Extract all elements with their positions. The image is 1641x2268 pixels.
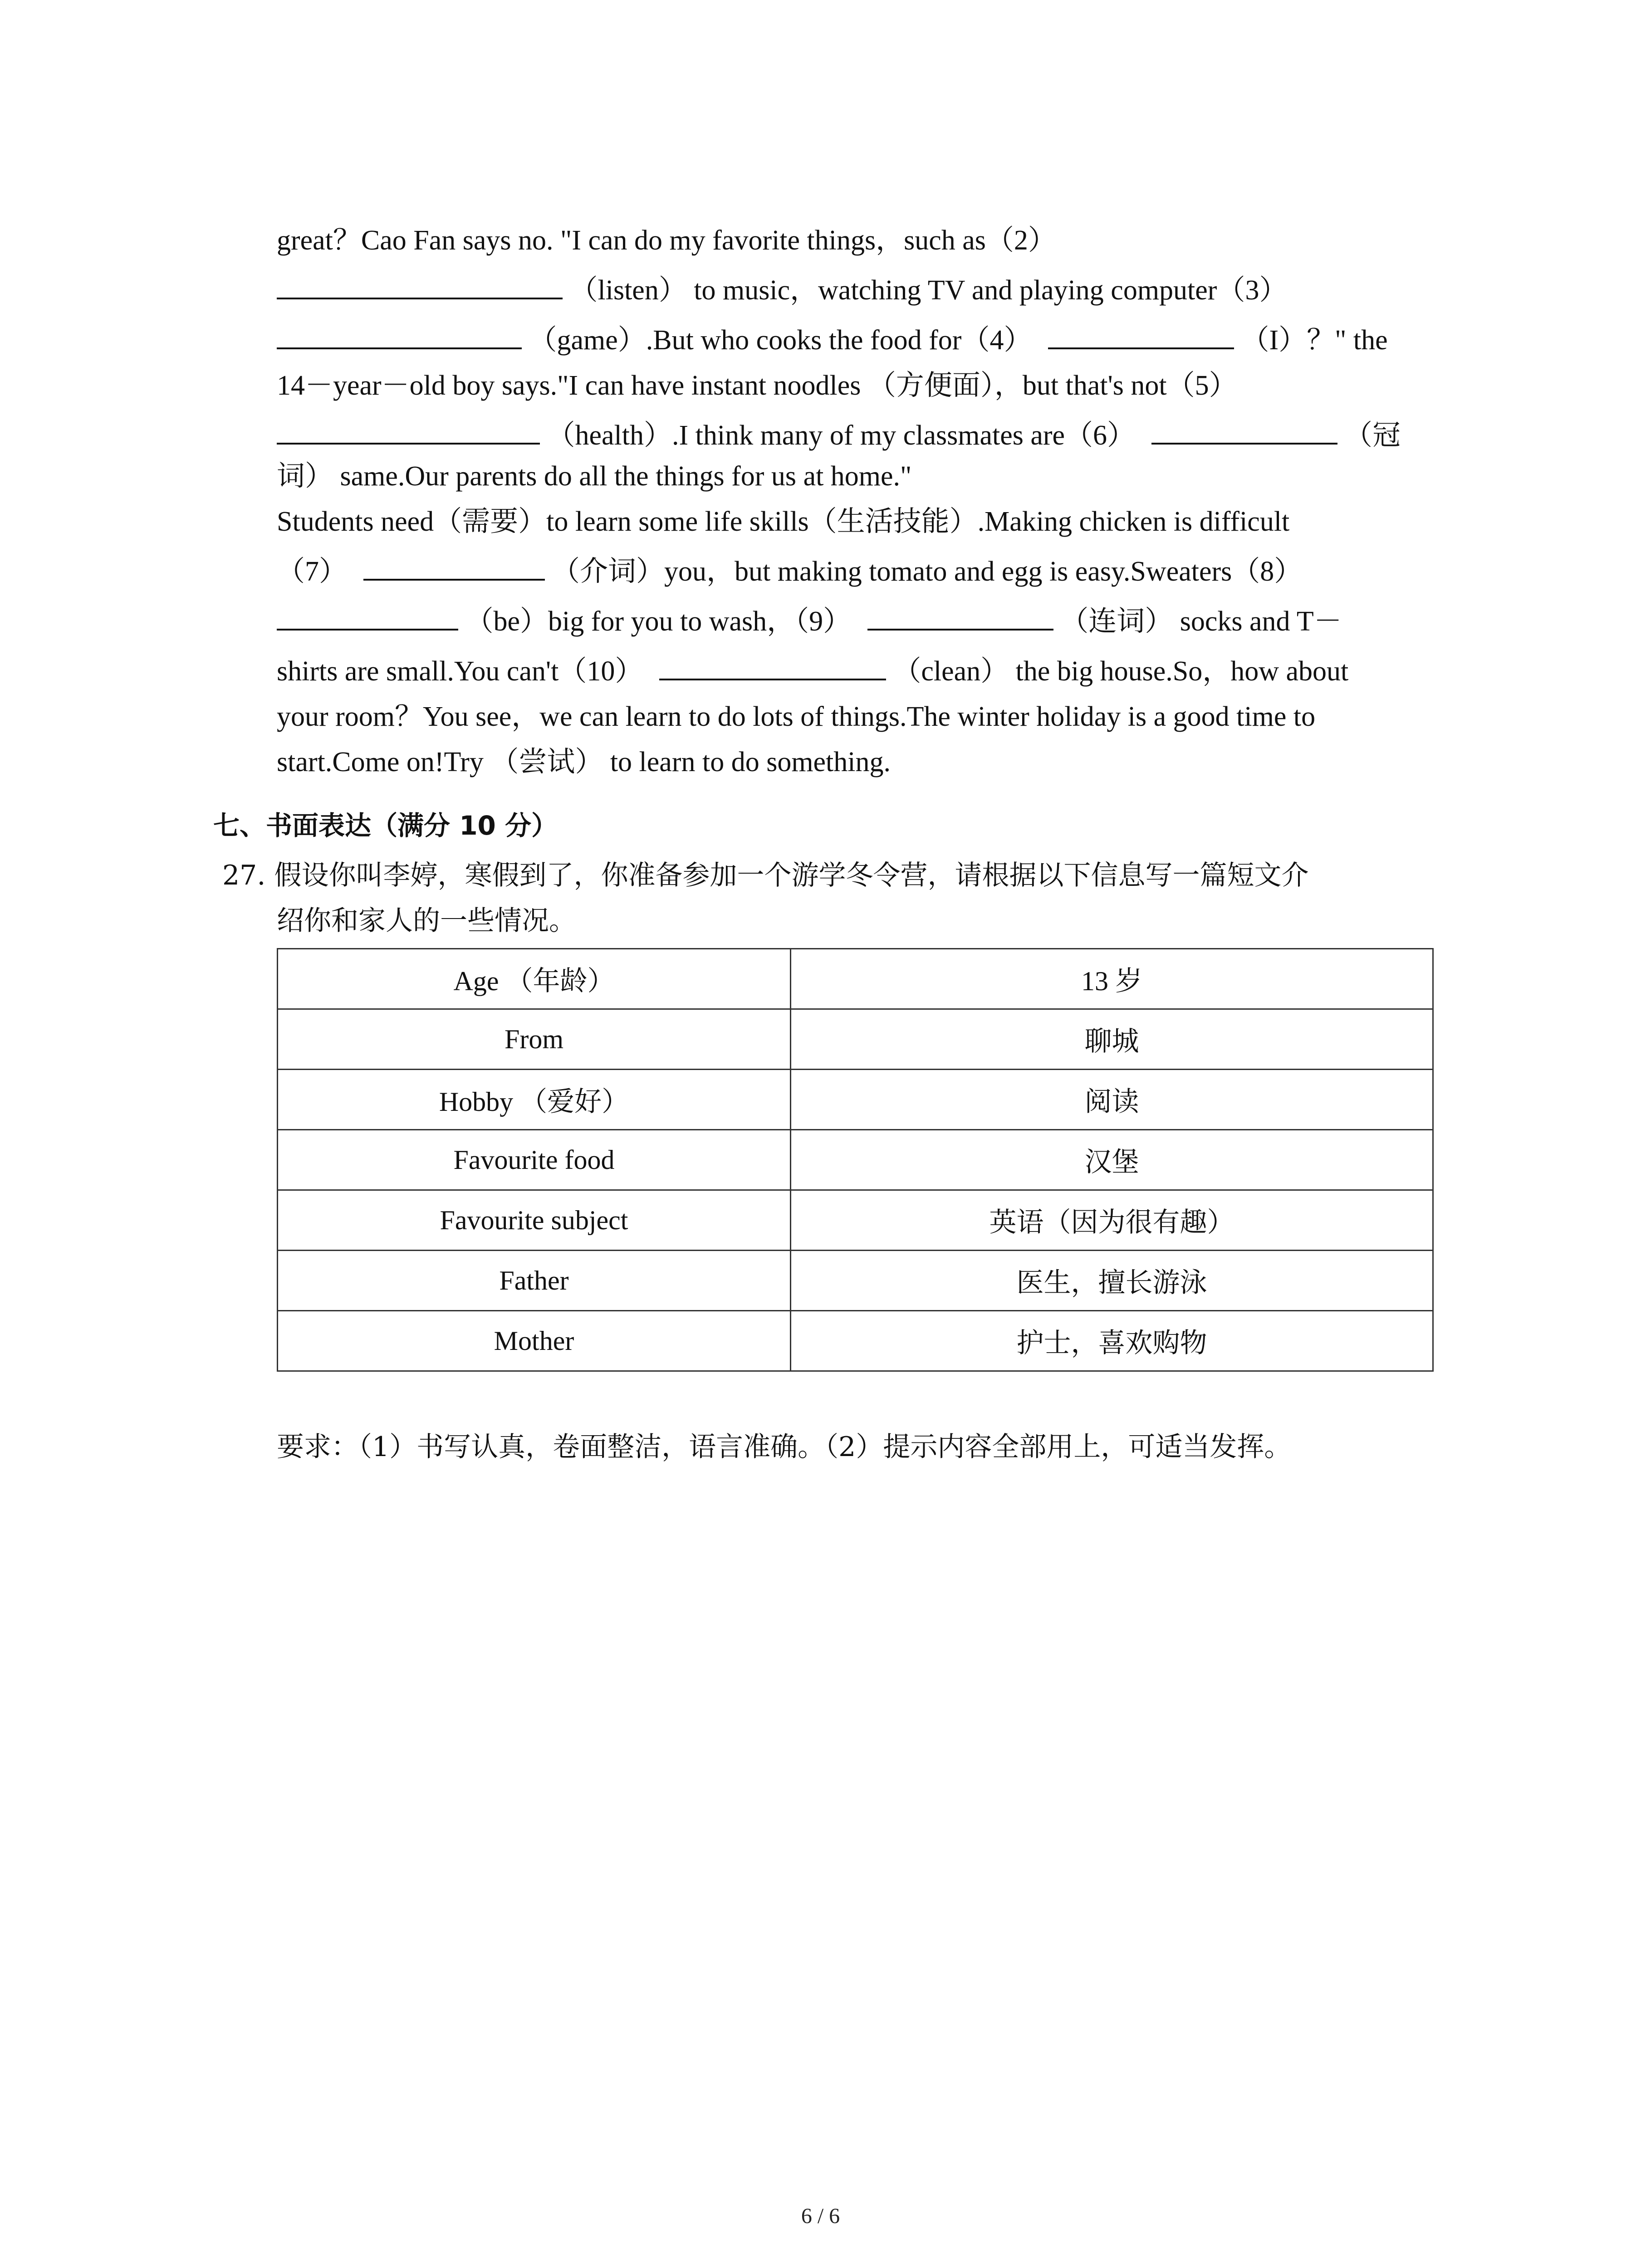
passage-text: great？Cao Fan says no. "I can do my favorite things，such as（2） <box>277 225 1056 256</box>
passage-text: 14－year－old boy says."I can have instant noodles （方便面），but that's not（5） <box>277 370 1237 401</box>
table-label-cell: Father <box>278 1251 791 1311</box>
table-row <box>278 1070 1433 1130</box>
table-row <box>278 949 1433 1009</box>
table-value-cell: 医生，擅长游泳 <box>791 1251 1433 1311</box>
passage-text: （health）.I think many of my classmates are（6） <box>547 420 1136 451</box>
table-row <box>278 1130 1433 1190</box>
table-label-cell: Hobby （爱好） <box>278 1070 791 1130</box>
passage-text: （7） <box>277 556 348 587</box>
passage-text: （game）.But who cooks the food for（4） <box>529 325 1032 356</box>
answer-blank-8[interactable] <box>277 603 458 631</box>
passage-line-9 <box>277 603 1342 640</box>
table-label-cell: Favourite food <box>278 1130 791 1190</box>
table-value-cell: 护士，喜欢购物 <box>791 1311 1433 1371</box>
passage-line-2 <box>277 272 1287 308</box>
passage-line-12 <box>277 744 891 780</box>
answer-blank-6[interactable] <box>1151 417 1337 445</box>
passage-text: shirts are small.You can't（10） <box>277 656 643 687</box>
passage-text: start.Come on!Try （尝试） to learn to do something. <box>277 747 891 777</box>
table-value-cell: 汉堡 <box>791 1130 1433 1190</box>
table-row <box>278 1311 1433 1371</box>
passage-text: 词） same.Our parents do all the things for us at home." <box>277 461 912 492</box>
question-27-line-1: 27. 假设你叫李婷，寒假到了，你准备参加一个游学冬令营，请根据以下信息写一篇短文介 <box>222 860 1309 891</box>
passage-line-10 <box>277 653 1348 689</box>
answer-blank-9[interactable] <box>867 603 1053 631</box>
answer-blank-4[interactable] <box>1048 322 1234 349</box>
question-27-line-2: 绍你和家人的一些情况。 <box>277 905 576 937</box>
table-label-cell: Favourite subject <box>278 1190 791 1251</box>
section-heading: 七、书面表达（满分 10 分） <box>213 810 558 841</box>
info-table <box>277 948 1434 1372</box>
table-value-cell: 13 岁 <box>791 949 1433 1009</box>
passage-text: Students need（需要）to learn some life skills（生活技能）.Making chicken is difficult <box>277 506 1290 537</box>
passage-line-11 <box>277 699 1315 735</box>
passage-line-3 <box>277 322 1388 358</box>
passage-text: （I）？" the <box>1241 325 1388 356</box>
table-label-cell: Mother <box>278 1311 791 1371</box>
passage-line-1 <box>277 222 1056 259</box>
answer-blank-2[interactable] <box>277 272 563 299</box>
passage-text: （listen） to music，watching TV and playing computer（3） <box>569 275 1288 306</box>
table-label-cell: Age （年龄） <box>278 949 791 1009</box>
page-number: 6 / 6 <box>801 2204 840 2228</box>
table-value-cell: 阅读 <box>791 1070 1433 1130</box>
passage-line-4 <box>277 367 1237 404</box>
answer-blank-3[interactable] <box>277 322 522 349</box>
table-row <box>278 1009 1433 1070</box>
table-value-cell: 聊城 <box>791 1009 1433 1070</box>
passage-text: （连词） socks and T－ <box>1060 606 1342 637</box>
requirements-text: 要求：（1）书写认真，卷面整洁，语言准确。（2）提示内容全部用上，可适当发挥。 <box>277 1431 1292 1463</box>
passage-line-5 <box>277 417 1401 454</box>
table-row <box>278 1251 1433 1311</box>
table-row <box>278 1190 1433 1251</box>
passage-line-6 <box>277 458 911 494</box>
passage-text: （be）big for you to wash，（9） <box>465 606 852 637</box>
table-value-cell: 英语（因为很有趣） <box>791 1190 1433 1251</box>
passage-text: （介词）you，but making tomato and egg is easy.Sweaters（8） <box>552 556 1303 587</box>
answer-blank-10[interactable] <box>659 653 886 680</box>
passage-line-7 <box>277 503 1289 540</box>
passage-text: （冠 <box>1344 420 1401 451</box>
table-label-cell: From <box>278 1009 791 1070</box>
passage-text: （clean） the big house.So，how about <box>893 656 1349 687</box>
answer-blank-5[interactable] <box>277 417 540 445</box>
passage-line-8 <box>277 553 1302 590</box>
answer-blank-7[interactable] <box>363 553 545 581</box>
passage-text: your room？You see，we can learn to do lots of things.The winter holiday is a good time to <box>277 701 1316 732</box>
